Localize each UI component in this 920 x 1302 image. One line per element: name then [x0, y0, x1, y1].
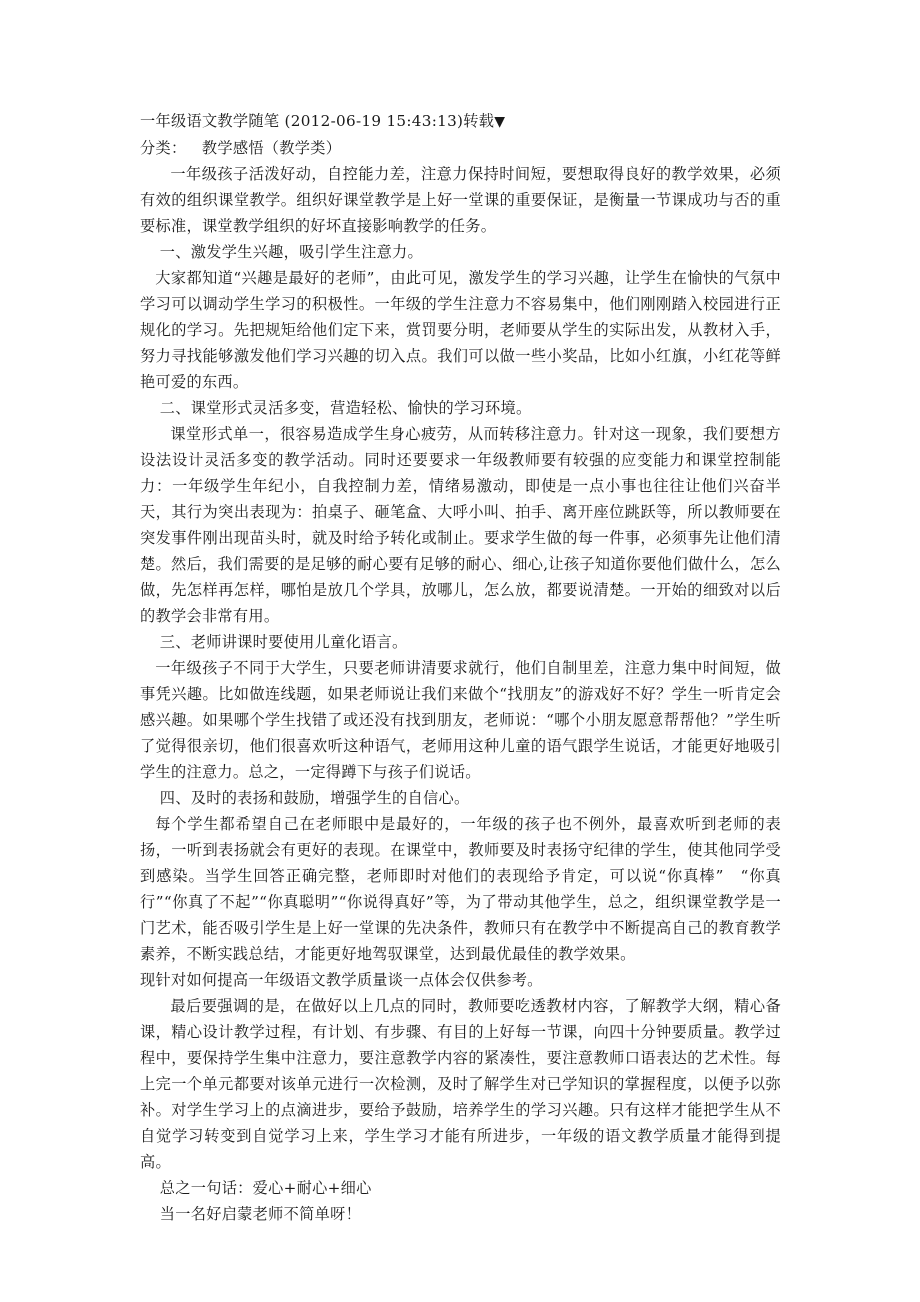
final-paragraph: 最后要强调的是，在做好以上几点的同时，教师要吃透教材内容，了解教学大纲，精心备课，精心设计教学过程，有计划、有步骤、有目的上好每一节课，向四十分钟要质量。教学过程中，要保持学生集中注意力，要注意教学内容的紧凑性，要注意教师口语表达的艺术性。每上完一个单元都要对该单元进行一次检测，及时了解学生对已学知识的掌握程度，以便予以弥补。对学生学习上的点滴进步，要给予鼓励，培养学生的学习兴趣。只有这样才能把学生从不自觉学习转变到自觉学习上来，学生学习才能有所进步，一年级的语文教学质量才能得到提高。: [140, 997, 781, 1171]
section-paragraph-3: 一年级孩子不同于大学生，只要老师讲清要求就行，他们自制里差，注意力集中时间短，做事凭兴趣。比如做连线题，如果老师说让我们来做个“找朋友”的游戏好不好？学生一听肯定会感兴趣。如果哪个学生找错了或还没有找到朋友，老师说：“哪个小朋友愿意帮帮他？”学生听了觉得很亲切，他们很喜欢听这种语气，老师用这种儿童的语气跟学生说话，才能更好地吸引学生的注意力。总之，一定得蹲下与孩子们说话。: [140, 659, 781, 781]
section-heading-3: 三、老师讲课时要使用儿童化语言。: [159, 633, 408, 651]
section-heading-1: 一、激发学生兴趣，吸引学生注意力。: [159, 243, 424, 261]
intro-paragraph: 一年级孩子活泼好动，自控能力差，注意力保持时间短，要想取得良好的教学效果，必须有效的组织课堂教学。组织好课堂教学是上好一堂课的重要保证，是衡量一节课成功与否的重要标准，课堂教学组织的好坏直接影响教学的任务。: [140, 165, 781, 235]
dropdown-triangle-icon[interactable]: ▼: [494, 114, 506, 130]
category-value[interactable]: 教学感悟（教学类）: [201, 139, 342, 157]
post-category: [140, 135, 781, 161]
section-paragraph-4: 每个学生都希望自己在老师眼中是最好的，一年级的孩子也不例外，最喜欢听到老师的表扬，一听到表扬就会有更好的表现。在课堂中，教师要及时表扬守纪律的学生，使其他同学受到感染。当学生回答正确完整，老师即时对他们的表现给予肯定，可以说“你真棒” “你真行”“你真了不起”“你真聪明”“你说得真好”等，为了带动其他学生，总之，组织课堂教学是一门艺术，能否吸引学生是上好一堂课的先决条件，教师只有在教学中不断提高自己的教育教学素养，不断实践总结，才能更好地驾驭课堂，达到最优最佳的教学效果。: [140, 815, 781, 963]
category-label: 分类：: [140, 139, 187, 157]
post-title: 一年级语文教学随笔: [140, 112, 280, 130]
reference-note: 现针对如何提高一年级语文教学质量谈一点体会仅供参考。: [140, 971, 543, 989]
section-paragraph-1: 大家都知道“兴趣是最好的老师”，由此可见，激发学生的学习兴趣，让学生在愉快的气氛中学习可以调动学生学习的积极性。一年级的学生注意力不容易集中，他们刚刚踏入校园进行正规化的学习。先把规矩给他们定下来，赏罚要分明，老师要从学生的实际出发，从教材入手，努力寻找能够激发他们学习兴趣的切入点。我们可以做一些小奖品，比如小红旗，小红花等鲜艳可爱的东西。: [140, 269, 781, 391]
repost-link[interactable]: 转载: [463, 112, 495, 130]
section-heading-4: 四、及时的表扬和鼓励，增强学生的自信心。: [159, 789, 470, 807]
summary-line: 总之一句话：爱心+耐心+细心: [159, 1179, 372, 1197]
post-header: [140, 108, 781, 135]
section-heading-2: 二、课堂形式灵活多变，营造轻松、愉快的学习环境。: [159, 399, 532, 417]
section-paragraph-2: 课堂形式单一，很容易造成学生身心疲劳，从而转移注意力。针对这一现象，我们要想方设法设计灵活多变的教学活动。同时还要要求一年级教师要有较强的应变能力和课堂控制能力：一年级学生年纪小，自我控制力差，情绪易激动，即使是一点小事也往往让他们兴奋半天，其行为突出表现为：拍桌子、砸笔盒、大呼小叫、拍手、离开座位跳跃等，所以教师要在突发事件刚出现苗头时，就及时给予转化或制止。要求学生做的每一件事，必须事先让他们清楚。然后，我们需要的是足够的耐心要有足够的耐心、细心,让孩子知道你要他们做什么，怎么做，先怎样再怎样，哪怕是放几个学具，放哪儿，怎么放，都要说清楚。一开始的细致对以后的教学会非常有用。: [140, 425, 781, 625]
document-page: [140, 108, 781, 1227]
post-timestamp: (2012-06-19 15:43:13): [284, 112, 464, 130]
closing-line: 当一名好启蒙老师不简单呀！: [159, 1205, 362, 1223]
